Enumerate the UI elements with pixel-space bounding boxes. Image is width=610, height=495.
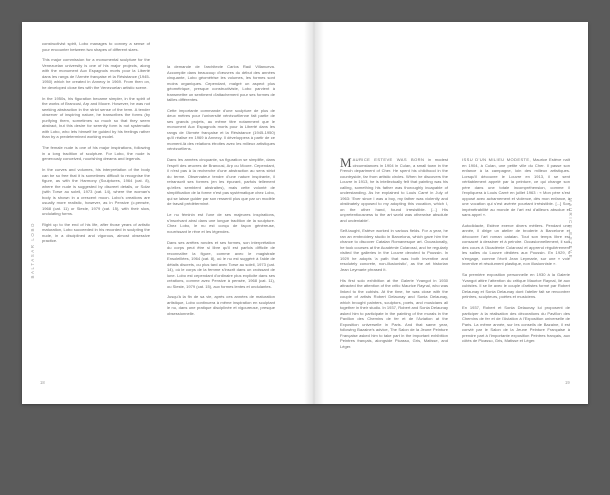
lead-paragraph [340, 157, 448, 223]
running-head-left: BALTASAR LOBO [30, 222, 35, 279]
right-page-french-column [462, 157, 570, 349]
page-number-left: 18 [40, 380, 45, 385]
paragraph: Autodidacte, Estève exerce divers métiers. Pendant une année, il dirige un atelier de broderie à Barcelone et découvre l'art roman catalan. Tout son temps libre est consacré à dessiner et à peindre. Occasionnellement, il suit des cours à l'Académie Colarossi et apprend régulièrement les salles du Louvre dédiées aux Poussin. En 1929, il s'engage, comme l'écrit Jean Leymarie, sur une « voie inventive et résolument plastique, non illusionniste ». [462, 222, 570, 267]
lead-paragraph [462, 157, 570, 218]
paragraph: Dans ses arrêtes rondes et ses formes, son interprétation du corps peut être si libre qu'il est parfois difficile de reconnaître la figure, comme avec le magistrale Ensoleillées, 1964 (cat. 8), où le nu est suggéré à l'aide de détails discrets, ou plus tard avec Torse au soleil, 1973 (cat. 14), où le corps de la femme s'inscrit dans un croissant de lune. Lobo est cependant d'ordinaire plus explicite dans ses créations, comme avec Pensive à pensée, 1968 (cat. 11), ou Sieste, 1979 (cat. 15), aux formes lentes et ondulantes. [167, 239, 275, 289]
page-number-right: 19 [565, 380, 570, 385]
lead-caps: AURICE ESTEVE WAS BORN [352, 157, 425, 162]
book-spread [22, 22, 588, 404]
left-page-french-column [167, 64, 275, 322]
paragraph: Right up to the end of his life, after those years of artistic maturation, Lobo succeeded in his recorded in sculpting the nude, in a disciplined and vigorous, almost obsessive practice. [42, 221, 150, 244]
lead-text: Maurice Estève naît en 1904, à Culan, une petite ville du Cher. Il passe son enfance à la campagne, loin des milieux artistiques. Lorsqu'il découvre le Louvre en 1913, il se sent véritablement appelé par la peinture, ce qui change son père dans une totale incompréhension, comme il l'expliquera à Louis Carré en juillet 1963 : « Mon père s'est opposé avec acharnement et violence, dès mon enfance, à une vocation qui s'est avérée pourtant irrésistible. [...] Son impénétrabilité au monde de l'art est d'ailleurs absolue et sans appel ». [462, 157, 570, 217]
book-gutter [304, 22, 324, 404]
paragraph: In the curves and volumes, his interpretation of the body can be so free that it is sometimes difficult to recognise the figure, as with the Harmony (Sculptures, 1964 (cat. 8), where the nude is suggested by discreet details, or Solar (with Torse au soleil, 1973 (cat. 14), where the woman's body is shown in a crescent moon. Lobo's creations are usually more realistic, however, as in Pensive (c.pensée, 1968 (cat. 11) or Sieste, 1979 (cat. 15), with their slow, undulating forms. [42, 167, 150, 217]
paragraph: la demande de l'architecte Carlos Raúl Villanueva. Accomplie dans beaucoup d'œuvres du début des années cinquante, Lobo géométrise les volumes, les formes sont moins organiques. Cependant, malgré un aspect plus géométrique, presque constructiviste, Lobo parvient à transmettre un sentiment d'attachement pour ses formes de tailles différentes. [167, 64, 275, 102]
paragraph: His first solo exhibition at the Galerie Yvangot in 1930 attracted the attention of the critic Maurice Raynal, who was linked to the cubists. At the time, he was close with the couple of artists Robert Delaunay and Sonia Delaunay, which brought painters, sculptors, poets, and musicians all together in their studio. In 1937, Robert and Sonia Delaunay asked him to participate in the painting of the murals in the Pavillon des Chemins de fer et de l'Aviation at the Exposition universelle in Paris. And that same year, following Bazaine's advice, The Salon de la Jeune Peinture Française asked him to take part in the important exhibition Peintres français, alongside Picasso, Gris, Matisse, and Léger. [340, 277, 448, 349]
paragraph: En 1937, Robert et Sonia Delaunay lui proposent de participer à la réalisation des décorations du Pavillon des Chemins de fer et de l'Aviation à l'Exposition universelle de Paris. La même année, sur les conseils de Bazaine, il est convié par le Salon de la Jeune Peinture Française à prendre part à l'importante exposition Peintres français, aux côtés de Picasso, Gris, Matisse et Léger. [462, 305, 570, 344]
paragraph: Sa première exposition personnelle en 1930 à la Galerie Yvangot attire l'attention du critique Maurice Raynal, lié aux cubistes. Il se lie avec le couple d'artistes formé par Robert Delaunay et Sonia Delaunay dont l'atelier fait se rencontrer peintres, sculpteurs, poètes et musiciens. [462, 272, 570, 300]
paragraph: Cette importante commande d'une sculpture de plus de deux mètres pour l'université vénézuélienne fait partie de ses grands projets, au même titre notamment que le monument Aux Espagnols morts pour la Liberté dans les rangs de l'Armée française et la Résistance (1945-1950) qu'il réalise en 1969 à Annecy. Il développera à partir de ce moment-là des relations étroites avec les milieux artistiques vénézuéliens. [167, 107, 275, 152]
paragraph: Le nu féminin est l'une de ses majeures inspirations, s'inscrivant ainsi dans une longue tradition de la sculpture. Chez Lobo, le nu est conçu de façon généreuse, nourrissant le rêve et les légendes. [167, 212, 275, 234]
paragraph: Dans les années cinquante, sa figuration se simplifie, dans l'esprit des œuvres de Brancusi, Arp ou Moore. Cependant, il n'est pas à la recherche d'une abstraction au sens strict du terme. Observateur tendre d'une nature inspirante, il retranscrit ses formes (en les épurant, parfois tellement qu'elles semblent abstraites), mais cette volonté de simplification de la forme n'est pas systématique chez Lobo, qui se laisse guider par son ressenti plus que par un modèle de travail prédéterminé. [167, 157, 275, 207]
left-page-english-column [42, 41, 150, 249]
right-page-english-column [340, 157, 448, 355]
paragraph: Self-taught, Estève worked in various fields. For a year, he ran an embroidery studio in Barcelona, which gave him the chance to discover Catalan Romanesque art. Occasionally, he took courses at the Académie Colarossi, and he regularly visited the galleries in the Louvre devoted to Poussin. In 1929 he adopts 'a path that was both inventive and resolutely concrete, non-illusionistic', as the art historian Jean Leymarie phrased it. [340, 228, 448, 272]
running-head-right: MAURICE ESTEVE [568, 198, 573, 260]
paragraph: Jusqu'à la fin de sa vie, après ces années de maturation artistique, Lobo continuera à même inspiration en sculptant le nu, dans une pratique disciplinée et vigoureuse, presque obsessionnelle. [167, 294, 275, 316]
paragraph: constructivist spirit, Lobo manages to convey a sense of your encounter between two shapes of different sizes. [42, 41, 150, 52]
paragraph: In the 1950s, his figuration became simpler, in the spirit of the works of Brancusi, Arp and Moore. However, he was not seeking abstraction in the strict sense of the term. A tender observer of inspiring nature, he transcribes the forms (by purifying them, sometimes so much so that they seem abstract, but this desire for serenity form is not systematic with Lobo, who lets himself be guided by his feelings rather than by a predetermined working model. [42, 95, 150, 140]
paragraph: The female nude is one of his major inspirations, following in a long tradition of sculpture. For Lobo, the nude is generously conceived, nourishing dreams and legends. [42, 145, 150, 162]
lead-text: in modest circumstances in 1904 in Culan, a small town in the French department of Cher. He spent his childhood in the countryside, far from artistic circles. When he discovers the Louvre in 1913, he is intellectually felt that painting was his calling, something his father was thoroughly incapable of understanding. As he explained to Louis Carré in July of 1963: 'Ever since I was a boy, my father was violently and obstinately opposed to my adopting this vocation, which I, on the other hand, found irresistible. [...] His unpretentiousness to the art world was otherwise absolute and undeniable'. [340, 157, 448, 223]
lead-caps: ISSU D'UN MILIEU MODESTE, [462, 157, 532, 162]
drop-cap: M [340, 155, 352, 170]
paragraph: This major commission for a monumental sculpture for the Venezuelan university is one of his major projects, along with the monument Aux Espagnols morts pour la Liberté dans les rangs de l'Armée française et la Résistance (1945-1950) which he created in Annecy in 1969. From then on, he developed close ties with the Venezuelan artistic scene. [42, 57, 150, 90]
